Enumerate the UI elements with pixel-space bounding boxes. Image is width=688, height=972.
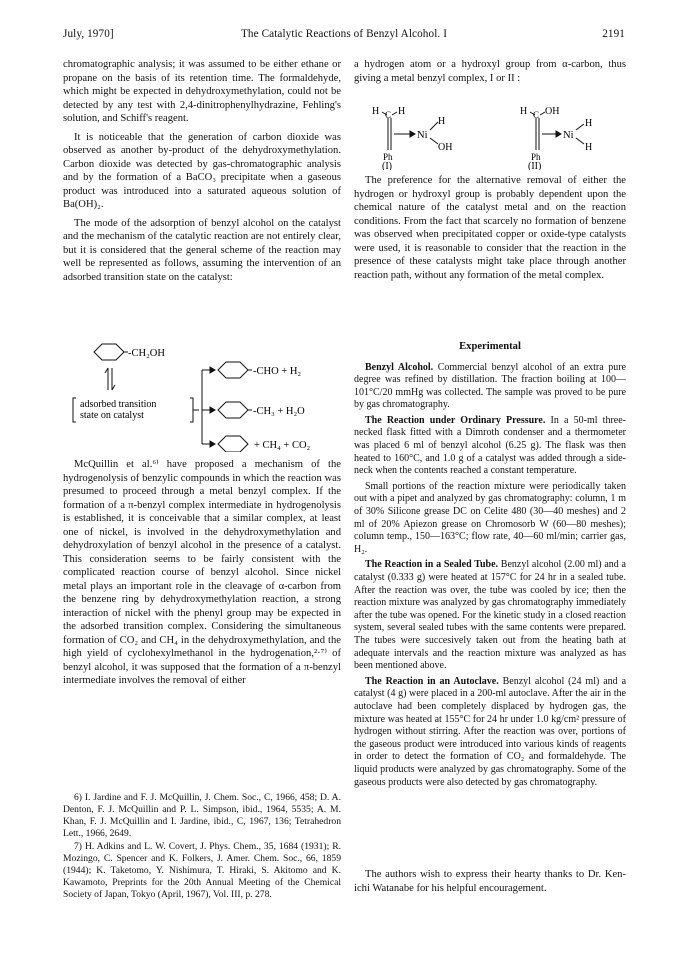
product-toluene: -CH₃ + H₂O — [253, 406, 305, 417]
benzene-ring — [218, 362, 248, 378]
complex-structures — [354, 104, 626, 170]
running-header — [63, 28, 625, 44]
struct1-ni: Ni — [417, 130, 428, 141]
struct1-h-top: H — [372, 106, 380, 117]
struct2-carbon: C — [533, 110, 540, 120]
benzene-ring — [218, 436, 248, 452]
paragraph: Small portions of the reaction mixture were periodically taken out with a pipet and analyzed by gas chromatography: column, 1 m of 30% Silicone grease DC on Celite 480 (30—40 meshes) and 2 ml of 20% Apiezon grease on Chromosorb W (60—80 meshes); column temp., 150—163°C; flow rate, 40—60 ml/min; carrier gas, H₂. — [354, 480, 626, 555]
struct1-label: (I) — [382, 161, 392, 170]
paragraph: The mode of the adsorption of benzyl alcohol on the catalyst and the mechanism of the catalytic reaction are not entirely clear, but it is considered that the general scheme of the reaction may well be represented as follows, assuming the intervention of an adsorbed transition state on the catalyst: — [63, 217, 341, 283]
struct2-ni: Ni — [563, 130, 574, 141]
footnotes — [63, 792, 341, 902]
reactant-group: -CH₂OH — [128, 348, 165, 359]
page-number: 2191 — [602, 28, 625, 40]
paragraph: McQuillin et al.⁶⁾ have proposed a mechanism of the hydrogenolysis of benzylic compounds in which the reaction was presumed to proceed through a metal benzyl complex. If the formation of a π-benzyl complex intermediate in hydrogenolysis is established, it is conceivable that a similar complex, at least one of nickel, is involved in the dehydroxymethylation and dehydroxylation of benzyl alcohol in the presence of a catalyst. This consideration seems to be fairly consistent with the complicated reaction course of benzyl alcohol. Since nickel metal plays an important role in the cleavage of α-carbon from the benzene ring by dehydroxymethylation reaction, a strong interaction of nickel with the phenyl group may be expected in the adsorbed transition complex. Considering the simultaneous formation of CO₂ and CH₄ in the dehydroxymethylation, and the high yield of cyclohexylmethanol in the hydrogenation,²·⁷⁾ of benzyl alcohol, it was supposed that the formation of a π-benzyl intermediate involves the removal of either — [63, 459, 341, 686]
paragraph — [354, 559, 626, 672]
header-date: July, 1970] — [63, 28, 114, 40]
footnote: 6) I. Jardine and F. J. McQuillin, J. Chem. Soc., C, 1966, 458; D. A. Denton, F. J. McQuillin and P. L. Simpson, ibid., 1964, 5535; A. M. Khan, F. J. McQuillin and I. Jardine, ibid., C, 1967, 136; Tetrahedron Lett., 1966, 2649. — [63, 792, 341, 839]
right-column-mid — [354, 174, 626, 287]
intermediate-line2: state on catalyst — [80, 410, 144, 421]
paragraph-text: In a 50-ml three-necked flask fitted with a Dimroth condenser and a thermometer was placed 6 ml of benzyl alcohol (6.25 g). The flask was then heated to 160°C, and 1.0 g of a catalyst was added through a side-neck when the contents reached a constant temperature. — [354, 414, 626, 477]
section-heading: Experimental — [459, 341, 521, 352]
run-in-heading: The Reaction under Ordinary Pressure. — [365, 414, 546, 426]
acknowledgement: The authors wish to express their hearty thanks to Dr. Ken-ichi Watanabe for his helpful encouragement. — [354, 869, 626, 894]
paragraph: The preference for the alternative removal of either the hydrogen or hydroxyl group is probably dependent upon the chemical nature of the catalyst metal and on the reaction conditions. From the fact that scarcely no formation of benzene was observed when precipitated copper or oxide-type catalysts were used, it is reasonable to consider that the reaction in the presence of these catalysts might take place through another reaction path, without any formation of the metal complex. — [354, 175, 626, 281]
product-benzene: + CH₄ + CO₂ — [254, 440, 311, 451]
product-benzaldehyde: -CHO + H₂ — [253, 366, 302, 377]
run-in-heading: The Reaction in a Sealed Tube. — [365, 559, 499, 571]
run-in-heading: Benzyl Alcohol. — [365, 361, 434, 373]
right-column-top — [354, 58, 626, 90]
paragraph-text: Commercial benzyl alcohol of an extra pure degree was refined by distillation. The fraction boiling at 100—101°C/20 mmHg was collected. The sample was proved to be pure by gas chromatography. — [354, 361, 626, 411]
intermediate-line1: adsorbed transition — [80, 399, 157, 410]
struct2-h1: H — [585, 118, 593, 129]
paragraph-text: Benzyl alcohol (2.00 ml) and a catalyst (0.333 g) were heated at 157°C for 24 hr in a sealed tube. After the reaction was over, the tube was cooled by ice; then the reaction mixture was analyzed by gas chromatography immediately after the tube was opened. For the kinetic study in a closed reaction system, several sealed tubes with the same contents were prepared. The tubes were succesively taken out from the heating bath at adequate intervals and the reaction mixture was analyzed as has been mentioned above. — [354, 559, 626, 672]
experimental-section — [354, 330, 626, 792]
metal-benzyl-complexes — [354, 104, 626, 170]
struct2-h-top: H — [520, 106, 528, 117]
reaction-scheme-diagram — [72, 340, 342, 452]
struct1-h-right: H — [398, 106, 406, 117]
header-title: The Catalytic Reactions of Benzyl Alcohol. I — [240, 28, 448, 40]
paragraph: chromatographic analysis; it was assumed to be either ethane or propane on the basis of its retention time. The formaldehyde, which might be expected in dehydroxymethylation, could not be detected by any test with 2,4-dinitrophenylhydrazine, Fehling's solution, and Schiff's reagent. — [63, 59, 341, 124]
struct2-h2: H — [585, 142, 593, 153]
paragraph — [354, 415, 626, 478]
footnote: 7) H. Adkins and L. W. Covert, J. Phys. Chem., 35, 1684 (1931); R. Mozingo, C. Spencer and K. Folkers, J. Amer. Chem. Soc., 66, 1859 (1944); K. Taketomo, Y. Nishimura, T. Hiraki, S. Akitomo and K. Kawamoto, Preprints for the 20th Annual Meeting of the Chemical Society of Japan, Tokyo (April, 1967), Vol. III, p. 278. — [63, 841, 341, 900]
struct2-ph: Ph — [531, 152, 541, 162]
struct2-label: (II) — [528, 161, 542, 170]
struct1-carbon: C — [385, 110, 392, 120]
struct1-h: H — [438, 116, 446, 127]
benzene-ring — [218, 402, 248, 418]
paragraph-text: Benzyl alcohol (24 ml) and a catalyst (4 g) were placed in a 200-ml autoclave. After the air in the autoclave had been completely displaced by hydrogen gas, the mixture was heated at 155°C for 24 hr under 1.0 kg/cm² pressure of hydrogen without stirring. After the reaction was over, portions of the gaseous product were introduced into various kinds of reagents in order to detect the formation of CO₂ and formaldehyde. The liquid products were analyzed by gas chromatography. Some of the gaseous products were also detected by gas chromatography. — [354, 675, 627, 788]
left-column-top — [63, 58, 341, 289]
reaction-scheme — [72, 340, 342, 452]
struct1-ph: Ph — [383, 152, 393, 162]
benzene-ring — [94, 344, 124, 360]
left-column-bottom — [63, 458, 341, 693]
struct2-oh: OH — [545, 106, 560, 117]
paragraph: a hydrogen atom or a hydroxyl group from α-carbon, thus giving a metal benzyl complex, I or II : — [354, 59, 626, 84]
struct1-oh: OH — [438, 142, 453, 153]
paragraph — [354, 362, 626, 412]
run-in-heading: The Reaction in an Autoclave. — [365, 675, 499, 687]
paragraph: It is noticeable that the generation of carbon dioxide was observed as another by-product of the dehydroxymethylation. Carbon dioxide was detected by gas-chromatographic analysis and by the formation of a BaCO₃ precipitate when a gaseous product was introduced into a saturated aqueous solution of Ba(OH)₂. — [63, 131, 341, 210]
paragraph — [354, 676, 626, 789]
